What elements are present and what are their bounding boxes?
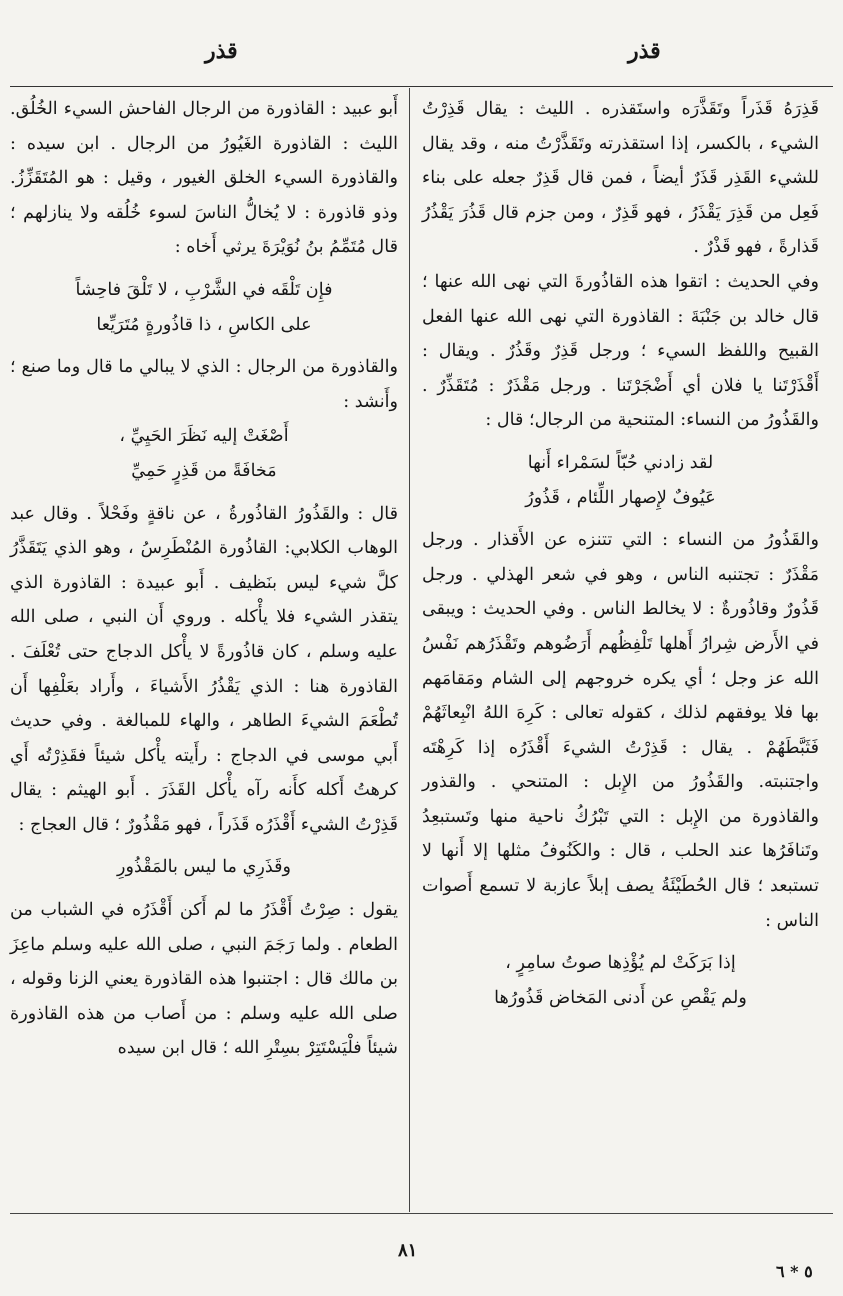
verse-line: فإِن تَلْقَه في الشَّرْبِ ، لا تَلْقَ فاحِشاً bbox=[75, 279, 333, 300]
paragraph: والقَذُورُ من النساء : التي تتنزه عن الأَقذار . ورجل مَقْذَرٌ : تجتنبه الناس ، وهو في شعر الهذلي . ورجل قَذُورٌ وقاذُورةٌ : لا يخالط الناس . وفي الحديث : ويبقى في الأَرض شِرارُ أَهلها تَلْفِظُهم أَرَضُوهم وتَقْذَرُهم نَفْسُ الله عز وجل ؛ أي يكره خروجهم إلى الشام ومَقامَهم بها فلا يوفقهم لذلك ، كقوله تعالى : كَرِهَ اللهُ انْبِعاثَهُمْ فَثَبَّطَهُمْ . يقال : قَذِرْتُ الشيءَ أَقْذَرُه إذا كَرِهْتَه واجتنبته. والقَذُورُ من الإِبل : المتنحي . والقذور والقاذورة من الإِبل : التي تَبْرُكُ ناحية منها وتَستبعِدُ وتَنافَرُها عند الحلب ، قال : والكَنُوفُ مثلها إلا أَنها لا تستبعد ؛ قال الحُطَيْئَةُ يصف إبلاً عازبة لا تسمع أَصوات الناس : bbox=[422, 530, 819, 931]
header-title-right: قذر bbox=[628, 38, 661, 64]
paragraph: قَذِرَهُ قَذَراً وتَقَذَّرَه واستَقذره . الليث : يقال قَذِرْتُ الشيء ، بالكسر، إذا استقذرته وتَقَذَّرْتُ منه ، وقد يقال للشيء القَذِر قَذَرٌ أيضاً ، فمن قال قَذِرٌ جعله على بناء فَعِل من قَذِرَ يَقْذَرُ ، فهو قَذِرٌ ، ومن جزم قال قَذُرَ يَقْذُرُ قَذارةً ، فهو قَذْرٌ . bbox=[422, 99, 819, 258]
verse-line: أَصْغَتْ إليه نَظَرَ الحَيِيِّ ، bbox=[119, 426, 289, 447]
paragraph: يقول : صِرْتُ أَقْذَرُ ما لم أَكن أَقْذَرُه في الشباب من الطعام . ولما رَجَمَ النبي ، صلى الله عليه وسلم ماعِزَ بن مالك قال : اجتنبوا هذه القاذورة يعني الزنا وقوله ، صلى الله عليه وسلم : من أَصاب من هذه القاذورة شيئاً فلْيَسْتَتِرْ بسِتْرِ الله ؛ قال ابن سيده bbox=[10, 900, 398, 1059]
right-column bbox=[422, 92, 819, 1015]
paragraph: أَبو عبيد : القاذورة من الرجال الفاحش السيء الخُلُق. الليث : القاذورة الغَيُورُ من الرجال . ابن سيده : والقاذورة السيء الخلق الغيور ، وقيل : هو المُتَقَزِّزُ. وذو قاذورة : لا يُخالُّ الناسَ لسوء خُلُقه ولا ينازلهم ؛ قال مُتَمِّمُ بنُ نُوَيْرَةَ يرثي أَخاه : bbox=[10, 99, 398, 258]
paragraph: قال : والقَذُورُ القاذُورةُ ، عن ناقةٍ وفَحْلاً . وقال عبد الوهاب الكلابي: القاذُورة المُنْطَرِسُ ، وهو الذي يَتَقَذَّرُ كلَّ شيء ليس بنَظيف . أَبو عبيدة : القاذورة الذي يتقذر الشيء فلا يأْكله . وروي أَن النبي ، صلى الله عليه وسلم ، كان قاذُورةً لا يأْكل الدجاج حتى تُعْلَفَ . القاذورة هنا : الذي يَقْذُرُ الأَشياءَ ، وأَراد بعَلْفِها أَن تُطْعَمَ الشيءَ الطاهر ، والهاء للمبالغة . وفي حديث أَبي موسى في الدجاج : رأَيته يأْكل شيئاً فقَذِرْتُه أَي كرهتُ أَكله كأَنه رآه يأْكل القَذَرَ . أَبو الهيثم : يقال قَذِرْتُ الشيء أَقْذَرُه قَذَراً ، فهو مَقْذُورٌ ؛ قال العجاج : bbox=[10, 503, 398, 835]
verse-line: مَخافَةً من قَذِرٍ حَمِيِّ bbox=[131, 460, 277, 481]
printer-signature: ٥ * ٦ bbox=[776, 1262, 813, 1281]
bottom-rule bbox=[10, 1213, 833, 1214]
verse-line: ولم يَقْصِ عن أَدنى المَخاض قَذُورُها bbox=[494, 987, 747, 1008]
paragraph: والقاذورة من الرجال : الذي لا يبالي ما قال وما صنع ؛ وأَنشد : bbox=[10, 357, 398, 412]
page-number: ٨١ bbox=[398, 1240, 418, 1261]
top-rule bbox=[10, 86, 833, 87]
header-title-left: قذر bbox=[205, 38, 238, 64]
verse-line: عَيُوفٌ لإِصهار اللِّئام ، قَذُورُ bbox=[525, 487, 716, 508]
verse-line: إذا بَرَكَتْ لم يُؤْذِها صوتُ سامِرٍ ، bbox=[505, 953, 736, 974]
verse-line: على الكاسِ ، ذا قاذُورةٍ مُتَرَيِّعا bbox=[96, 314, 312, 335]
column-divider bbox=[409, 88, 410, 1212]
verse-line: وقَذَرِي ما ليس بالمَقْذُورِ bbox=[117, 857, 291, 878]
verse-line: لقد زادني حُبّاً لسَمْراء أَنها bbox=[527, 452, 714, 473]
paragraph: وفي الحديث : اتقوا هذه القاذُورةَ التي نهى الله عنها ؛ قال خالد بن جَنْبَةَ : القاذورة التي نهى الله عنها الفعل القبيح واللفظ السيء ؛ ورجل قَذِرٌ وقَذُرٌ . ويقال : أَقْذَرْتَنا يا فلان أي أَضْجَرْتَنا . ورجل مَقْذَرٌ : مُتَقَذِّرٌ . والقَذُورُ من النساء: المتنحية من الرجال؛ قال : bbox=[422, 271, 819, 431]
left-column bbox=[10, 92, 398, 1066]
